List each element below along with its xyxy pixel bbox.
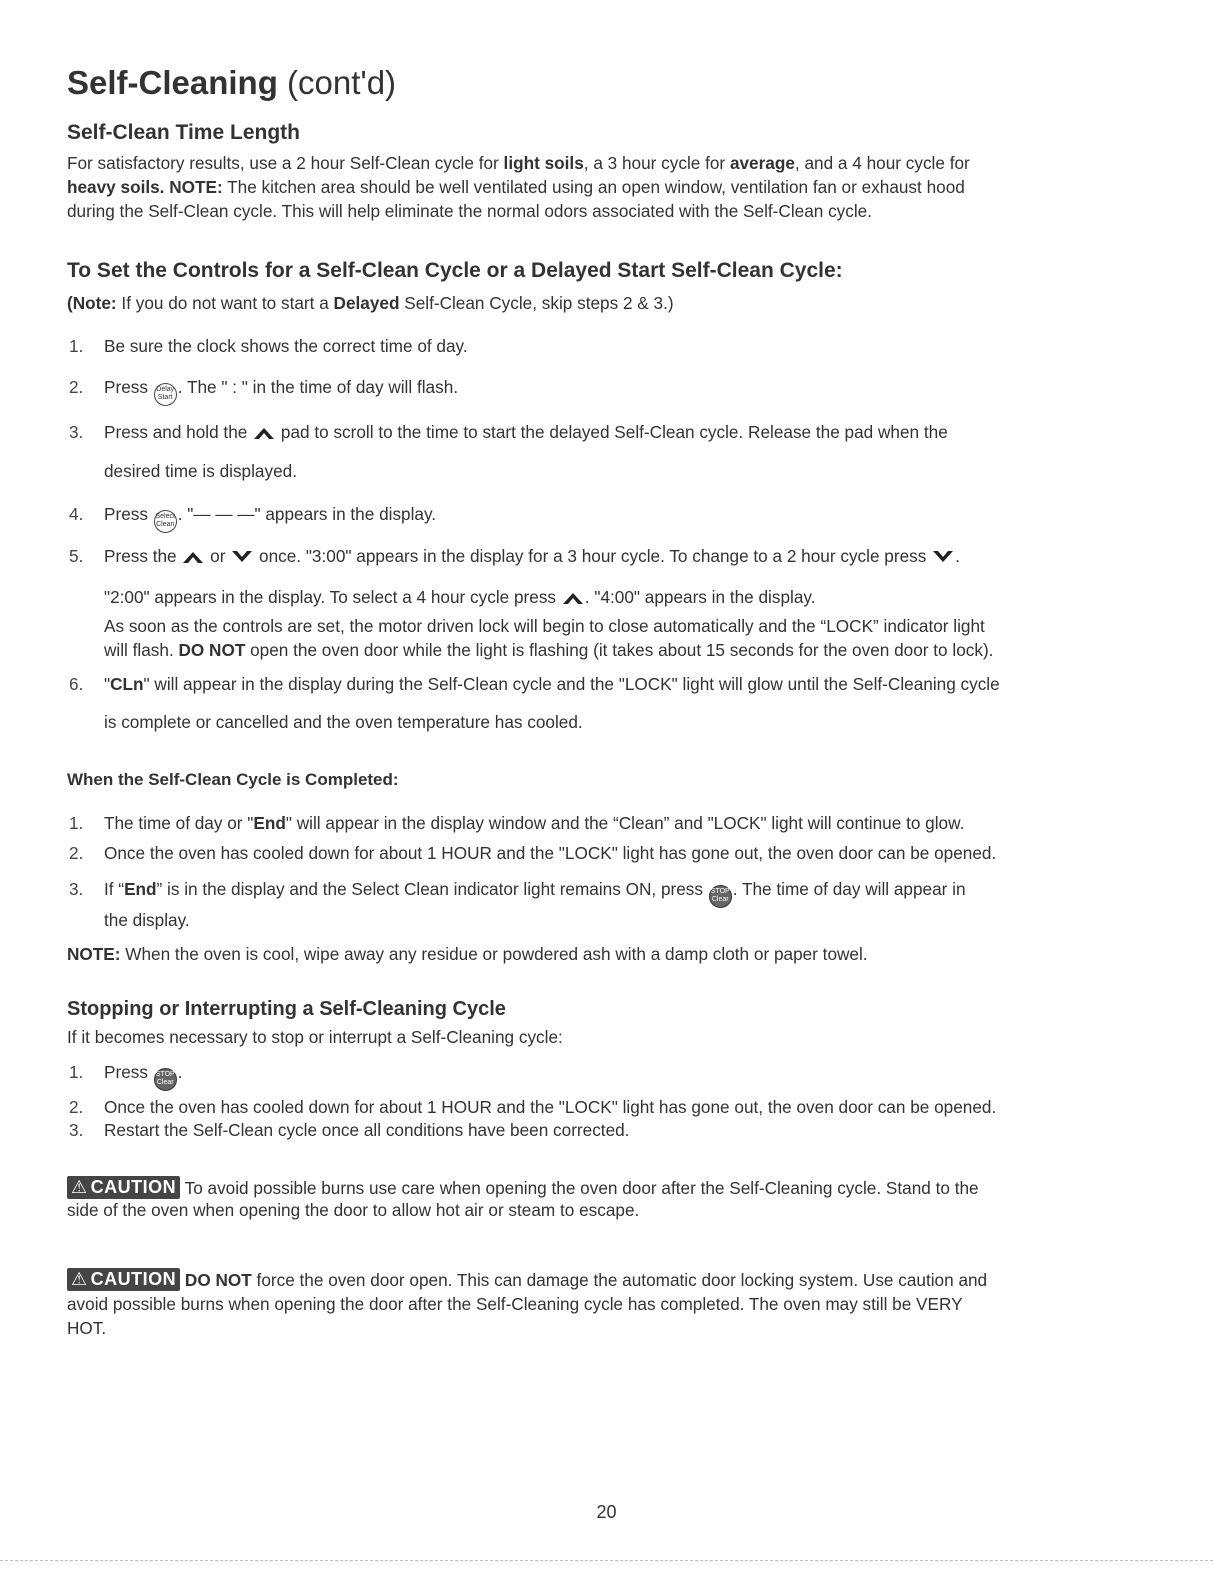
caution-1-line-1: ⚠ CAUTION To avoid possible burns use care when opening the oven door after the Self-Cleaning cycle. Stand to the	[67, 1176, 979, 1199]
title-suffix: (cont'd)	[287, 64, 397, 101]
stop-clear-key-icon: STOP Clear	[154, 1068, 177, 1091]
step-number: 1.	[69, 336, 84, 356]
step-5: Press the or once. "3:00" appears in the display for a 3 hour cycle. To change to a 2 hour cycle press .	[104, 546, 960, 566]
set-controls-heading: To Set the Controls for a Self-Clean Cycle or a Delayed Start Self-Clean Cycle:	[67, 259, 843, 282]
time-length-line-3: during the Self-Clean cycle. This will help eliminate the normal odors associated with the Self-Clean cycle.	[67, 201, 873, 221]
time-length-line-2: heavy soils. NOTE: The kitchen area should be well ventilated using an open window, ventilation fan or exhaust hood	[67, 177, 965, 197]
down-arrow-icon	[931, 550, 955, 564]
completed-heading: When the Self-Clean Cycle is Completed:	[67, 770, 399, 789]
step-3-cont: desired time is displayed.	[104, 461, 297, 481]
scan-edge-divider	[0, 1560, 1213, 1565]
stopping-heading: Stopping or Interrupting a Self-Cleaning Cycle	[67, 998, 506, 1020]
completed-2: Once the oven has cooled down for about 1 HOUR and the "LOCK" light has gone out, the oven door can be opened.	[104, 843, 997, 863]
warning-triangle-icon: ⚠	[71, 1269, 88, 1289]
delay-start-key-icon: Delay Start	[154, 383, 177, 406]
step-6-cont: is complete or cancelled and the oven temperature has cooled.	[104, 712, 583, 732]
stopping-intro: If it becomes necessary to stop or interrupt a Self-Cleaning cycle:	[67, 1027, 563, 1047]
step-number: 1.	[69, 813, 84, 833]
step-5-line-4: will flash. DO NOT open the oven door while the light is flashing (it takes about 15 seconds for the oven door to lock).	[104, 640, 994, 660]
step-number: 5.	[69, 546, 84, 566]
step-number: 3.	[69, 879, 84, 899]
step-5-line-3: As soon as the controls are set, the motor driven lock will begin to close automatically and the “LOCK” indicator light	[104, 616, 985, 636]
caution-1-line-2: side of the oven when opening the door to allow hot air or steam to escape.	[67, 1200, 640, 1220]
page-number: 20	[596, 1502, 617, 1522]
step-number: 2.	[69, 843, 84, 863]
down-arrow-icon	[230, 550, 254, 564]
completed-3-cont: the display.	[104, 910, 190, 930]
up-arrow-icon	[181, 550, 205, 564]
step-number: 1.	[69, 1062, 84, 1082]
time-length-heading: Self-Clean Time Length	[67, 121, 300, 144]
step-number: 4.	[69, 504, 84, 524]
set-controls-note: (Note: If you do not want to start a Delayed Self-Clean Cycle, skip steps 2 & 3.)	[67, 293, 674, 313]
caution-2-line-3: HOT.	[67, 1318, 107, 1338]
step-3: Press and hold the pad to scroll to the time to start the delayed Self-Clean cycle. Release the pad when the	[104, 422, 948, 442]
caution-badge: ⚠ CAUTION	[67, 1176, 180, 1199]
caution-2-line-1: ⚠ CAUTION DO NOT force the oven door open. This can damage the automatic door locking system. Use caution and	[67, 1268, 987, 1291]
caution-2-line-2: avoid possible burns when opening the door after the Self-Cleaning cycle has completed. The oven may still be VERY	[67, 1294, 963, 1314]
step-4: Press Select Clean. "— — —" appears in the display.	[104, 504, 436, 533]
time-length-line-1: For satisfactory results, use a 2 hour Self-Clean cycle for light soils, a 3 hour cycle for average, and a 4 hour cycle for	[67, 153, 970, 173]
caution-badge: ⚠ CAUTION	[67, 1268, 180, 1291]
step-number: 6.	[69, 674, 84, 694]
step-2: Press Delay Start. The " : " in the time of day will flash.	[104, 377, 458, 406]
page-title	[67, 64, 396, 102]
up-arrow-icon	[252, 426, 276, 440]
step-6: "CLn" will appear in the display during the Self-Clean cycle and the "LOCK" light will glow until the Self-Cleaning cycle	[104, 674, 1000, 694]
stopping-3: Restart the Self-Clean cycle once all conditions have been corrected.	[104, 1120, 630, 1140]
completed-note: NOTE: When the oven is cool, wipe away any residue or powdered ash with a damp cloth or paper towel.	[67, 944, 868, 964]
step-number: 2.	[69, 377, 84, 397]
completed-1: The time of day or "End" will appear in the display window and the “Clean” and "LOCK" light will continue to glow.	[104, 813, 965, 833]
step-number: 2.	[69, 1097, 84, 1117]
up-arrow-icon	[561, 591, 585, 605]
step-number: 3.	[69, 1120, 84, 1140]
stopping-2: Once the oven has cooled down for about 1 HOUR and the "LOCK" light has gone out, the oven door can be opened.	[104, 1097, 997, 1117]
step-number: 3.	[69, 422, 84, 442]
select-clean-key-icon: Select Clean	[154, 510, 177, 533]
step-5-line-2: "2:00" appears in the display. To select a 4 hour cycle press . "4:00" appears in the display.	[104, 587, 816, 607]
title-main: Self-Cleaning	[67, 64, 278, 101]
stop-clear-key-icon: STOP Clear	[709, 885, 732, 908]
step-1: Be sure the clock shows the correct time of day.	[104, 336, 468, 356]
stopping-1: Press STOP Clear.	[104, 1062, 183, 1091]
completed-3: If “End” is in the display and the Select Clean indicator light remains ON, press STOP Clear. The time of day will appear in	[104, 879, 966, 908]
warning-triangle-icon: ⚠	[71, 1177, 88, 1197]
